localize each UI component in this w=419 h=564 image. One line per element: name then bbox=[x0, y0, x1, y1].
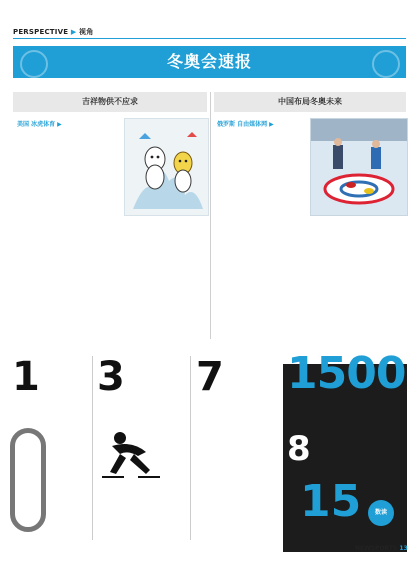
left-column-title: 吉祥物供不应求 bbox=[82, 97, 138, 106]
speed-skater-icon bbox=[98, 430, 168, 486]
speed-skater-figure bbox=[98, 430, 168, 486]
number-3: 3 bbox=[97, 354, 125, 400]
header-rule bbox=[13, 38, 406, 39]
curling-photo bbox=[310, 118, 408, 216]
right-column-title: 中国布局冬奥未来 bbox=[278, 97, 342, 106]
curling-scene-icon bbox=[311, 119, 407, 215]
subsection-label: 视角 bbox=[79, 28, 94, 36]
mascot-illustration-icon bbox=[125, 119, 208, 215]
lower-separator-1 bbox=[92, 356, 93, 540]
column-separator bbox=[210, 92, 211, 339]
footer-brand: NEWSPORTS bbox=[355, 545, 398, 552]
data-reading-badge: 数读 bbox=[368, 500, 394, 526]
left-column-subhead: 美国 冰虎体育 ▶ bbox=[17, 121, 62, 128]
lower-separator-2 bbox=[190, 356, 191, 540]
section-arrow-icon: ▶ bbox=[70, 28, 77, 36]
number-1500: 1500 bbox=[287, 348, 406, 399]
mascot-photo bbox=[124, 118, 209, 216]
page-footer bbox=[355, 545, 408, 552]
section-header bbox=[13, 27, 93, 37]
page-title: 冬奥会速报 bbox=[166, 52, 252, 71]
number-8: 8 bbox=[287, 429, 311, 469]
right-column-subhead: 俄罗斯 自由媒体网 ▶ bbox=[217, 121, 274, 128]
number-15: 15 bbox=[300, 476, 362, 527]
number-7: 7 bbox=[196, 354, 224, 400]
number-0 bbox=[14, 432, 42, 528]
page-number: 13 bbox=[399, 545, 408, 552]
section-label: PERSPECTIVE bbox=[13, 28, 69, 36]
number-1: 1 bbox=[12, 354, 40, 400]
